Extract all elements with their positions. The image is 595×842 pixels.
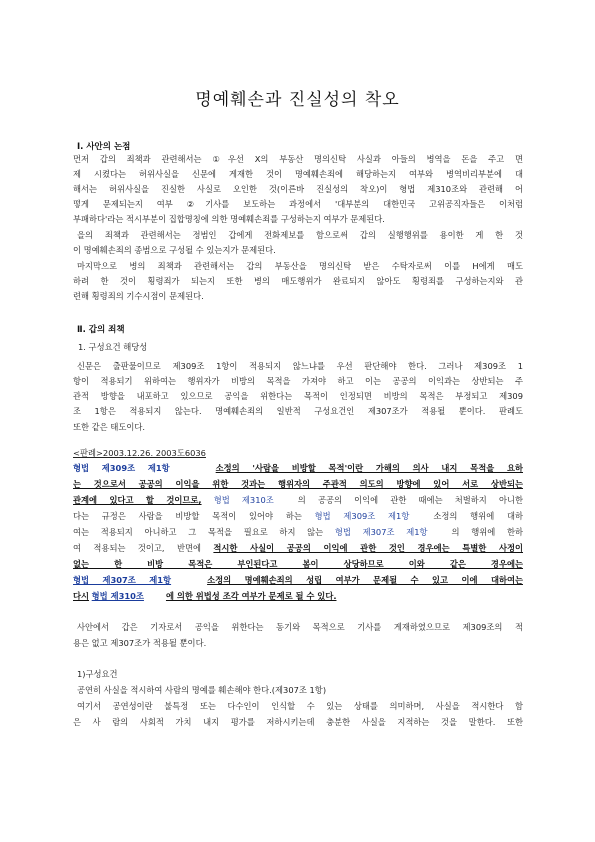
case-ref-text: <판례>2003.12.26. 2003도6036	[73, 448, 206, 458]
paragraph-line: 먼저 갑의 죄책과 관련해서는 ①우선 X의 부동산 명의신탁 사실과 아들의 병역을 돈을 주고 면	[73, 154, 523, 164]
paragraph-line: 은 사 람의 사회적 가치 내지 평가를 저하시키는데 충분한 사실을 지적하는 것을 말한다. 또한	[73, 717, 523, 727]
section-heading-1: Ⅰ. 사안의 논점	[77, 142, 131, 152]
law-ref: 형법 제307조 제1항	[73, 575, 172, 585]
paragraph-line: 마지막으로 병의 죄책과 관련해서는 갑의 부동산을 명의신탁 받은 수탁자로써 이를 H에게 매도	[77, 261, 523, 271]
paragraph-line: 관적 방향을 내포하고 있으므로 공익을 위한다는 목적이 인정되면 비방의 목적은 부정되고 제309	[73, 391, 523, 401]
subsection-heading: 1)구성요건	[77, 669, 118, 679]
case-text: 의 공공의 이익에 관한 때에는 처벌하지 아니한	[297, 495, 523, 505]
paragraph-line: 조 1항은 적용되지 않는다. 명예훼손죄의 일반적 구성요건인 제307조가 적용될 뿐이다. 판례도	[73, 406, 523, 416]
case-text: 여 적용되는 것이고, 반면에	[73, 543, 201, 553]
case-line	[73, 558, 523, 570]
subsection-heading: 1. 구성요건 해당성	[78, 342, 148, 352]
case-text: 없는 한 비방 목적은 부인된다고 봄이 상당하므로 이와 같은 경우에는	[73, 559, 523, 569]
case-line	[73, 542, 523, 554]
paragraph-line: 떻게 문제되는지 여부 ②기사를 보도하는 과정에서 '대부분의 대한민국 고위공직자들은 이처럼	[73, 199, 523, 209]
case-line	[73, 510, 523, 522]
case-reference	[73, 447, 523, 459]
paragraph-line: 이 명예훼손죄의 종범으로 구성될 수 있는지가 문제된다.	[73, 245, 276, 255]
paragraph-line: 공연히 사실을 적시하여 사람의 명예를 훼손해야 한다.(제307조 1항)	[77, 685, 327, 695]
paragraph-line: 련해 횡령죄의 기수시점이 문제된다.	[73, 291, 204, 301]
case-line	[73, 526, 523, 538]
document-title: 명예훼손과 진실성의 착오	[195, 90, 400, 110]
paragraph-line: 사안에서 갑은 기자로서 공익을 위한다는 동기와 목적으로 기사를 게재하였으므로 제309조의 적	[77, 622, 523, 632]
law-ref: 형법 제310조	[91, 591, 144, 601]
paragraph-line: 부패하다'라는 적시부분이 집합명칭에 의한 명예훼손죄를 구성하는지 여부가 문제된다.	[73, 214, 385, 224]
case-text: 다시	[73, 591, 90, 601]
case-text: 의 행위에 한하	[451, 527, 523, 537]
law-ref: 형법 제307조 제1항	[334, 527, 428, 537]
case-text: 소정의 명예훼손죄의 성립 여부가 문제될 수 있고 이에 대하여는	[207, 575, 523, 585]
case-line	[73, 590, 523, 602]
case-line	[73, 462, 523, 474]
case-text: 관계에 있다고 할 것이므로,	[73, 495, 202, 505]
case-text: 소정의 '사람을 비방할 목적'이란 가해의 의사 내지 목적을 요하	[215, 463, 523, 473]
case-line	[73, 478, 523, 490]
paragraph-line: 을의 죄책과 관련해서는 정범인 갑에게 전화제보를 함으로써 갑의 실행행위를 용이한 게 한 것	[77, 230, 523, 240]
case-text: 여는 적용되지 아니하고 그 목적을 필요로 하지 않는	[73, 527, 324, 537]
case-text: 에 의한 위법성 조각 여부가 문제로 될 수 있다.	[165, 591, 337, 601]
case-text: 다는 규정은 사람을 비방할 목적이 있어야 하는	[73, 511, 302, 521]
case-line	[73, 494, 523, 506]
case-text: 적시한 사실이 공공의 이익에 관한 것인 경우에는 특별한 사정이	[213, 543, 523, 553]
paragraph-line: 하려 한 것이 횡령죄가 되는지 또한 병의 매도행위가 완료되지 않아도 횡령죄를 구성하는지와 관	[73, 276, 523, 286]
law-ref: 형법 제310조	[213, 495, 274, 505]
law-ref: 형법 제309조 제1항	[314, 511, 410, 521]
case-text: 소정의 행위에 대하	[433, 511, 523, 521]
paragraph-line: 용은 없고 제307조가 적용될 뿐이다.	[73, 638, 207, 648]
paragraph-line: 또한 같은 태도이다.	[73, 422, 146, 432]
case-text: 는 것으로서 공공의 이익을 위한 것과는 행위자의 주관적 의도의 방향에 있어 서로 상반되는	[73, 479, 523, 489]
case-line	[73, 574, 523, 586]
paragraph-line: 신문은 출판물이므로 제309조 1항이 적용되지 않느냐를 우선 판단해야 한다. 그러나 제309조 1	[77, 361, 523, 371]
paragraph-line: 제 시켰다는 허위사실을 신문에 게재한 것이 명예훼손죄에 해당하는지 여부와 병역비리부분에 대	[73, 169, 523, 179]
law-ref: 형법 제309조 제1항	[73, 463, 170, 473]
paragraph-line: 해서는 허위사실을 진실한 사실로 오인한 것(이른바 진실성의 착오)이 형법 제310조와 관련해 어	[73, 184, 523, 194]
paragraph-line: 항이 적용되기 위하여는 행위자가 비방의 목적을 가져야 하고 이는 공공의 이익과는 상반되는 주	[73, 376, 523, 386]
paragraph-line: 여기서 공연성이란 불특정 또는 다수인이 인식할 수 있는 상태를 의미하며, 사실을 적시한다 함	[77, 701, 523, 711]
section-heading-2: Ⅱ. 갑의 죄책	[77, 325, 125, 335]
